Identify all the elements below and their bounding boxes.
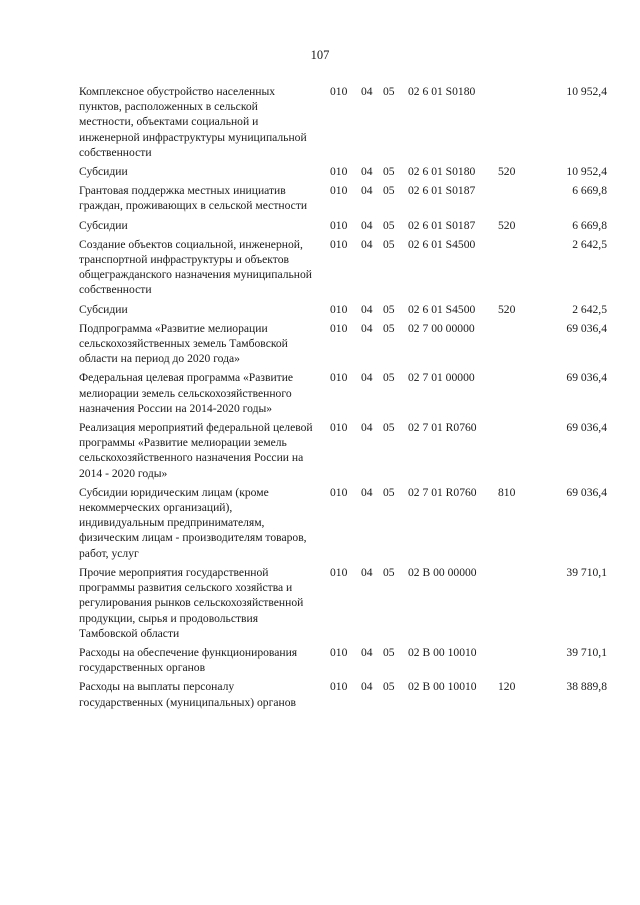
subsection-code: 05	[383, 680, 395, 694]
row-name: Прочие мероприятия государственной программы развития сельского хозяйства и регулирования рынков сельскохозяйственной продукции, сырья и продовольствия Тамбовской области	[79, 565, 304, 640]
subsection-code: 05	[383, 565, 395, 579]
amount: 69 036,4	[566, 421, 607, 435]
subsection-code: 05	[383, 218, 395, 232]
budget-table	[0, 84, 640, 714]
row-name: Расходы на обеспечение функционирования государственных органов	[79, 645, 298, 675]
amount: 10 952,4	[566, 85, 607, 98]
section-code: 04	[361, 165, 373, 179]
expense-type-code: 810	[498, 485, 516, 499]
target-article-code: 02 7 01 R0760	[408, 421, 477, 435]
target-article-code: 02 6 01 S0187	[408, 218, 476, 232]
section-code: 04	[361, 680, 373, 694]
department-code: 010	[330, 565, 348, 579]
table-row	[0, 485, 640, 561]
table-row	[0, 321, 640, 367]
row-name: Субсидии юридическим лицам (кроме некоммерческих организаций), индивидуальным предпринимателям, физическим лицам - производителям товаров, работ, услуг	[79, 485, 307, 560]
target-article-code: 02 6 01 S0180	[408, 165, 476, 179]
subsection-code: 05	[383, 302, 395, 316]
table-row	[0, 84, 640, 160]
section-code: 04	[361, 237, 373, 251]
section-code: 04	[361, 485, 373, 499]
target-article-code: 02 6 01 S0180	[408, 85, 476, 98]
amount: 39 710,1	[566, 565, 607, 579]
department-code: 010	[330, 302, 348, 316]
subsection-code: 05	[383, 421, 395, 435]
amount: 2 642,5	[572, 237, 607, 251]
department-code: 010	[330, 421, 348, 435]
subsection-code: 05	[383, 485, 395, 499]
amount: 10 952,4	[566, 165, 607, 179]
row-name: Субсидии	[79, 218, 128, 232]
page-number: 107	[310, 48, 330, 62]
department-code: 010	[330, 85, 348, 98]
amount: 38 889,8	[566, 680, 607, 694]
section-code: 04	[361, 321, 373, 335]
table-row	[0, 164, 640, 179]
section-code: 04	[361, 565, 373, 579]
amount: 39 710,1	[566, 645, 607, 659]
amount: 6 669,8	[572, 218, 607, 232]
department-code: 010	[330, 680, 348, 694]
row-name: Создание объектов социальной, инженерной, транспортной инфраструктуры и объектов общегражданского назначения муниципальной собственности	[79, 237, 312, 297]
subsection-code: 05	[383, 165, 395, 179]
department-code: 010	[330, 184, 348, 198]
target-article-code: 02 7 00 00000	[408, 321, 475, 335]
department-code: 010	[330, 218, 348, 232]
row-name: Расходы на выплаты персоналу государственных (муниципальных) органов	[79, 680, 296, 709]
target-article-code: 02 7 01 00000	[408, 371, 475, 385]
table-row	[0, 183, 640, 213]
amount: 2 642,5	[572, 302, 607, 316]
department-code: 010	[330, 371, 348, 385]
subsection-code: 05	[383, 371, 395, 385]
table-row	[0, 302, 640, 317]
row-name: Федеральная целевая программа «Развитие мелиорации земель сельскохозяйственного назначения России на 2014-2020 годы»	[79, 371, 294, 415]
table-row	[0, 218, 640, 233]
department-code: 010	[330, 485, 348, 499]
target-article-code: 02 7 01 R0760	[408, 485, 477, 499]
section-code: 04	[361, 85, 373, 98]
subsection-code: 05	[383, 321, 395, 335]
target-article-code: 02 В 00 10010	[408, 645, 477, 659]
table-row	[0, 645, 640, 675]
amount: 6 669,8	[572, 184, 607, 198]
row-name: Подпрограмма «Развитие мелиорации сельскохозяйственных земель Тамбовской области на период до 2020 года»	[79, 321, 288, 366]
row-name: Субсидии	[79, 165, 128, 179]
subsection-code: 05	[383, 237, 395, 251]
expense-type-code: 520	[498, 302, 516, 316]
target-article-code: 02 В 00 10010	[408, 680, 477, 694]
amount: 69 036,4	[566, 371, 607, 385]
target-article-code: 02 В 00 00000	[408, 565, 477, 579]
department-code: 010	[330, 321, 348, 335]
section-code: 04	[361, 645, 373, 659]
section-code: 04	[361, 184, 373, 198]
row-name: Субсидии	[79, 302, 128, 316]
table-row	[0, 420, 640, 481]
department-code: 010	[330, 165, 348, 179]
amount: 69 036,4	[566, 485, 607, 499]
table-row	[0, 237, 640, 298]
table-row	[0, 370, 640, 416]
row-name: Комплексное обустройство населенных пунктов, расположенных в сельской местности, объектами социальной и инженерной инфраструктуры муниципальной собственности	[79, 85, 307, 159]
subsection-code: 05	[383, 85, 395, 98]
table-row	[0, 679, 640, 709]
target-article-code: 02 6 01 S4500	[408, 302, 476, 316]
target-article-code: 02 6 01 S4500	[408, 237, 476, 251]
section-code: 04	[361, 421, 373, 435]
row-name: Грантовая поддержка местных инициатив граждан, проживающих в сельской местности	[79, 184, 308, 213]
section-code: 04	[361, 371, 373, 385]
expense-type-code: 120	[498, 680, 516, 694]
row-name: Реализация мероприятий федеральной целевой программы «Развитие мелиорации земель сельскохозяйственного назначения России на 2014 - 2020 годы»	[79, 421, 313, 480]
amount: 69 036,4	[566, 321, 607, 335]
expense-type-code: 520	[498, 218, 516, 232]
expense-type-code: 520	[498, 165, 516, 179]
section-code: 04	[361, 302, 373, 316]
target-article-code: 02 6 01 S0187	[408, 184, 476, 198]
subsection-code: 05	[383, 184, 395, 198]
table-row	[0, 565, 640, 641]
subsection-code: 05	[383, 645, 395, 659]
department-code: 010	[330, 645, 348, 659]
section-code: 04	[361, 218, 373, 232]
department-code: 010	[330, 237, 348, 251]
